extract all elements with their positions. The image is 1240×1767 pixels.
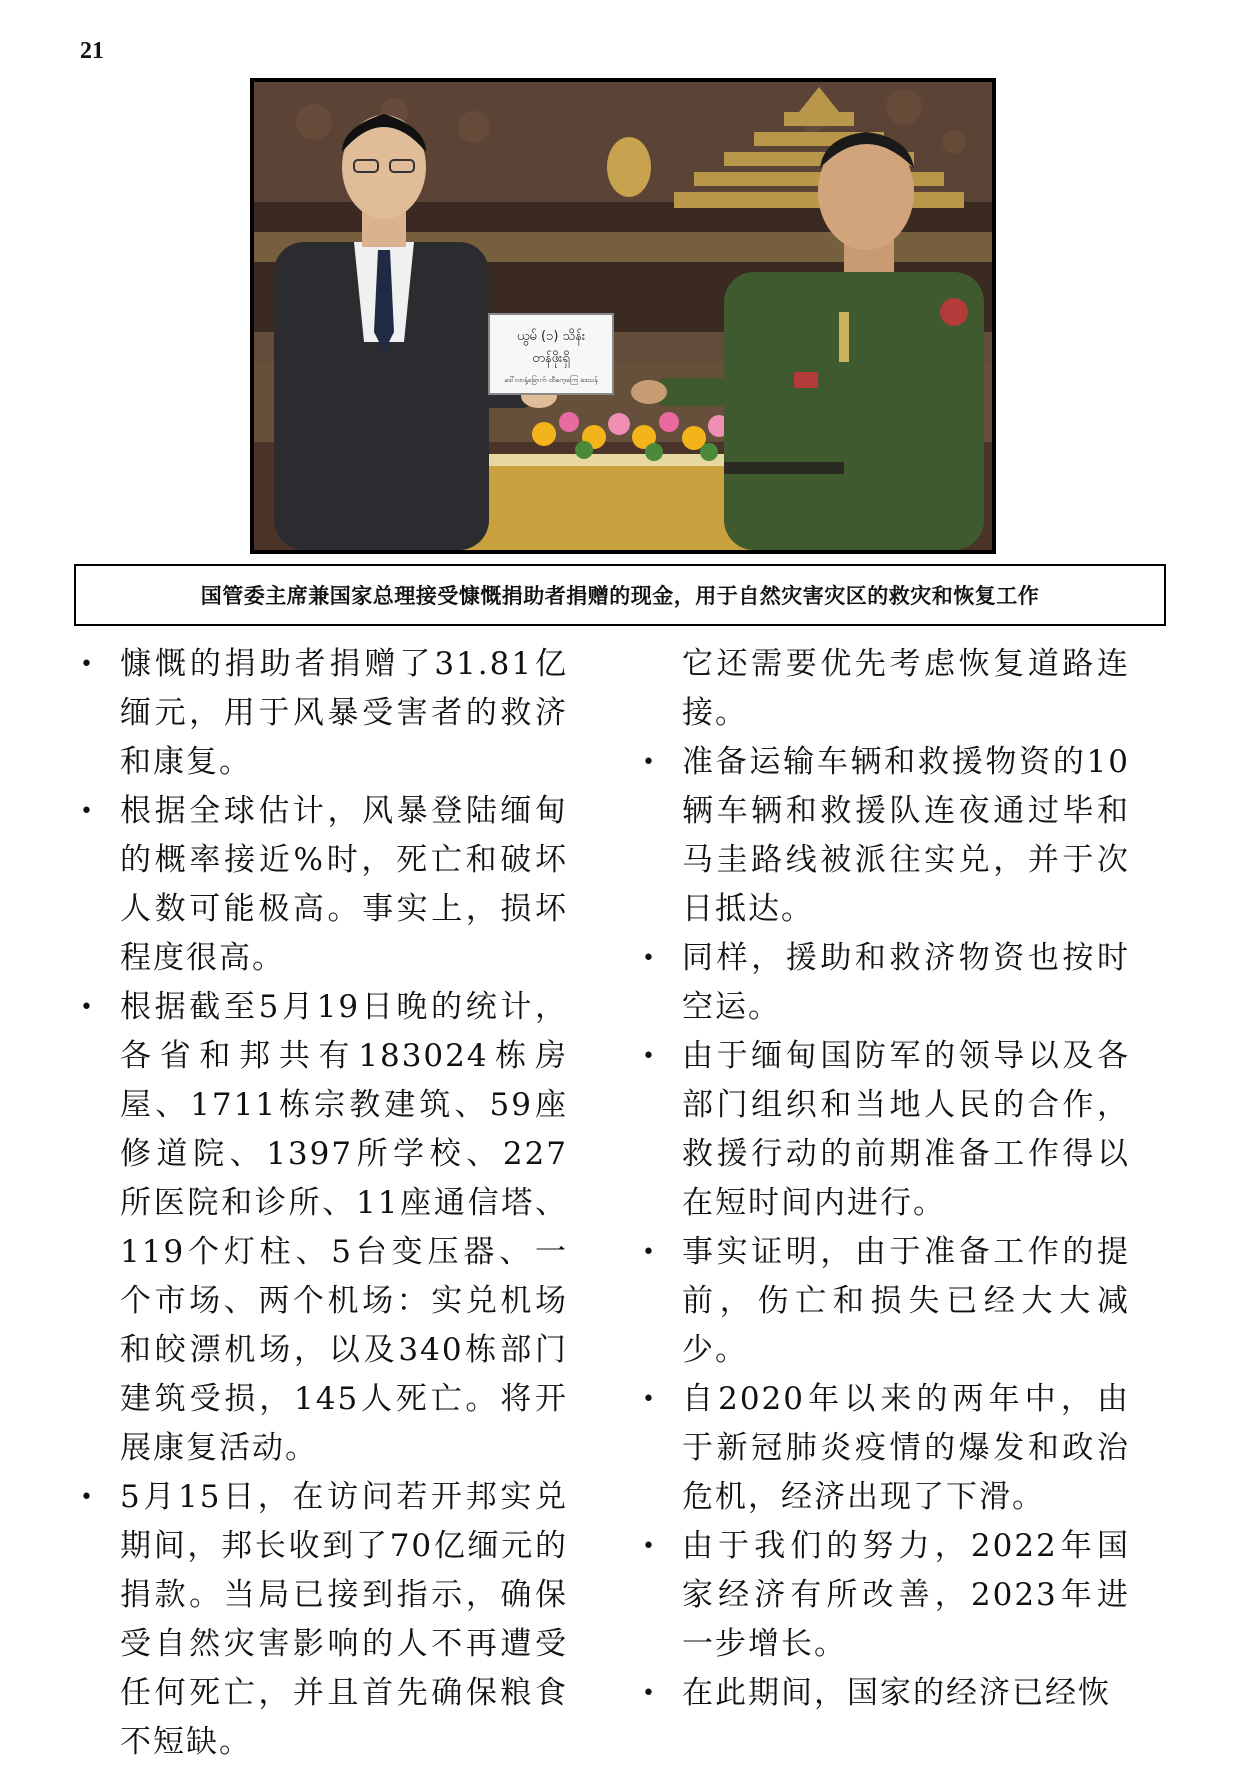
bullet-icon: • (642, 1534, 657, 1559)
placard-line-1: ယွမ် (၁) သိန်း (516, 329, 586, 344)
list-item (640, 738, 1130, 934)
list-item (640, 1032, 1130, 1228)
right-column (640, 640, 1130, 1718)
bullet-icon: • (80, 995, 95, 1020)
left-bullet-list (78, 640, 568, 1767)
list-item-text: 由于缅甸国防军的领导以及各部门组织和当地人民的合作，救援行动的前期准备工作得以在短时间内进行。 (682, 1038, 1130, 1221)
list-item (78, 983, 568, 1473)
continued-text: 它还需要优先考虑恢复道路连接。 (682, 646, 1130, 731)
list-item-text: 根据截至5月19日晚的统计，各省和邦共有183024栋房屋、1711栋宗教建筑、59座修道院、1397所学校、227所医院和诊所、11座通信塔、119个灯柱、5台变压器、一个市场、两个机场：实兑机场和皎漂机场，以及340栋部门建筑受损，145人死亡。将开展康复活动。 (120, 989, 568, 1466)
photo (250, 78, 996, 554)
list-item-text: 由于我们的努力，2022年国家经济有所改善，2023年进一步增长。 (682, 1528, 1130, 1662)
left-column (78, 640, 568, 1767)
list-item-text: 同样，援助和救济物资也按时空运。 (682, 940, 1130, 1025)
list-item-text: 在此期间，国家的经济已经恢 (682, 1675, 1111, 1711)
list-item (640, 934, 1130, 1032)
bullet-icon: • (80, 1485, 95, 1510)
list-item-text: 慷慨的捐助者捐赠了31.81亿缅元，用于风暴受害者的救济和康复。 (120, 646, 568, 780)
list-item (640, 1522, 1130, 1669)
photo-illustration (254, 82, 992, 550)
list-item (78, 787, 568, 983)
list-item-text: 事实证明，由于准备工作的提前，伤亡和损失已经大大减少。 (682, 1234, 1130, 1368)
list-item-text: 5月15日，在访问若开邦实兑期间，邦长收到了70亿缅元的捐款。当局已接到指示，确保受自然灾害影响的人不再遭受任何死亡，并且首先确保粮食不短缺。 (120, 1479, 568, 1760)
bullet-icon: • (642, 946, 657, 971)
bullet-icon: • (80, 799, 95, 824)
list-item-text: 自2020年以来的两年中，由于新冠肺炎疫情的爆发和政治危机，经济出现了下滑。 (682, 1381, 1130, 1515)
bullet-icon: • (80, 652, 95, 677)
list-item-text: 根据全球估计，风暴登陆缅甸的概率接近%时，死亡和破坏人数可能极高。事实上，损坏程度很高。 (120, 793, 568, 976)
page-number: 21 (80, 38, 104, 64)
list-item (640, 1228, 1130, 1375)
list-item-text: 准备运输车辆和救援物资的10辆车辆和救援队连夜通过毕和马圭路线被派往实兑，并于次日抵达。 (682, 744, 1130, 927)
bullet-icon: • (642, 750, 657, 775)
placard-line-2: တန်ဖိုးရှိ (532, 351, 570, 366)
list-item (640, 1375, 1130, 1522)
bullet-icon: • (642, 1681, 657, 1706)
bullet-icon: • (642, 1044, 657, 1069)
list-item (640, 1669, 1130, 1718)
right-bullet-list (640, 738, 1130, 1718)
bullet-icon: • (642, 1240, 657, 1265)
photo-caption: 国管委主席兼国家总理接受慷慨捐助者捐赠的现金，用于自然灾害灾区的救灾和恢复工作 (74, 564, 1166, 626)
bullet-icon: • (642, 1387, 657, 1412)
list-item (78, 1473, 568, 1767)
placard-line-3: ဒေါ်လာနှံ့ခြောက် ထီကေ့ကြေ ဒေသန် (504, 376, 598, 384)
list-item (78, 640, 568, 787)
